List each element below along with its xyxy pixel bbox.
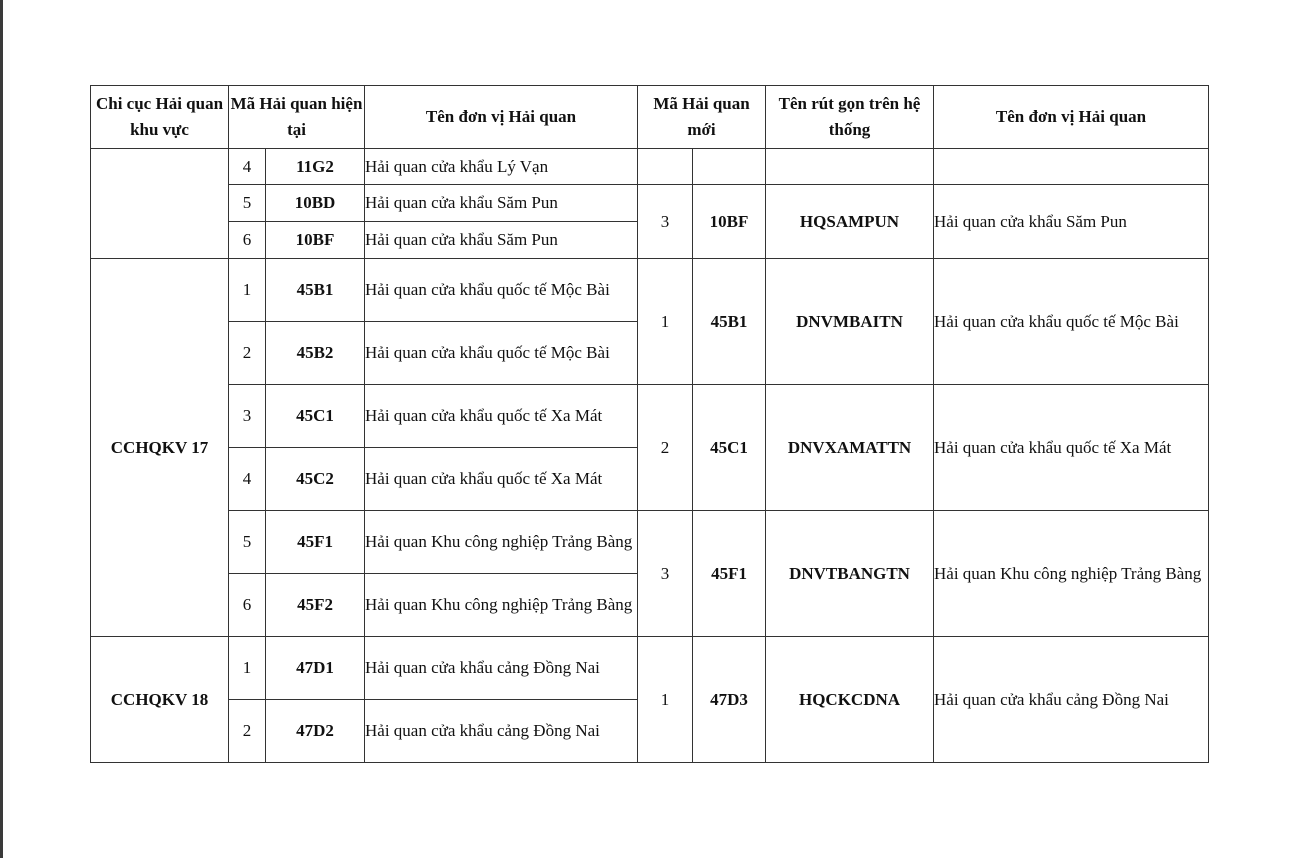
table-row <box>91 511 1209 574</box>
header-current-code: Mã Hải quan hiện tại <box>229 86 365 149</box>
branch-cell-empty <box>91 149 229 259</box>
empty-cell <box>934 149 1209 185</box>
unit-name: Hải quan cửa khẩu quốc tế Xa Mát <box>365 385 638 448</box>
current-code: 11G2 <box>266 149 365 185</box>
new-unit-name: Hải quan cửa khẩu quốc tế Mộc Bài <box>934 259 1209 385</box>
new-unit-name: Hải quan cửa khẩu cảng Đồng Nai <box>934 637 1209 763</box>
new-code: 10BF <box>693 185 766 259</box>
current-code: 10BD <box>266 185 365 222</box>
new-number: 1 <box>638 259 693 385</box>
header-branch: Chi cục Hải quan khu vực <box>91 86 229 149</box>
current-code: 47D1 <box>266 637 365 700</box>
row-number: 4 <box>229 448 266 511</box>
new-code: 45C1 <box>693 385 766 511</box>
customs-unit-table <box>90 85 1209 763</box>
unit-name: Hải quan Khu công nghiệp Trảng Bàng <box>365 574 638 637</box>
current-code: 45B1 <box>266 259 365 322</box>
row-number: 3 <box>229 385 266 448</box>
unit-name: Hải quan cửa khẩu Săm Pun <box>365 222 638 259</box>
table-row <box>91 637 1209 700</box>
short-name: HQSAMPUN <box>766 185 934 259</box>
unit-name: Hải quan cửa khẩu quốc tế Xa Mát <box>365 448 638 511</box>
row-number: 6 <box>229 222 266 259</box>
row-number: 5 <box>229 511 266 574</box>
current-code: 45C2 <box>266 448 365 511</box>
current-code: 45F1 <box>266 511 365 574</box>
new-code: 45F1 <box>693 511 766 637</box>
empty-cell <box>766 149 934 185</box>
page-left-border <box>0 0 3 858</box>
current-code: 47D2 <box>266 700 365 763</box>
new-number: 3 <box>638 511 693 637</box>
row-number: 2 <box>229 700 266 763</box>
new-number: 1 <box>638 637 693 763</box>
row-number: 6 <box>229 574 266 637</box>
unit-name: Hải quan cửa khẩu cảng Đồng Nai <box>365 637 638 700</box>
branch-name: CCHQKV 17 <box>91 259 229 637</box>
header-new-unit-name: Tên đơn vị Hải quan <box>934 86 1209 149</box>
unit-name: Hải quan cửa khẩu quốc tế Mộc Bài <box>365 259 638 322</box>
unit-name: Hải quan cửa khẩu Săm Pun <box>365 185 638 222</box>
row-number: 1 <box>229 637 266 700</box>
short-name: HQCKCDNA <box>766 637 934 763</box>
row-number: 4 <box>229 149 266 185</box>
empty-cell <box>693 149 766 185</box>
new-code: 47D3 <box>693 637 766 763</box>
new-number: 3 <box>638 185 693 259</box>
short-name: DNVXAMATTN <box>766 385 934 511</box>
short-name: DNVMBAITN <box>766 259 934 385</box>
current-code: 10BF <box>266 222 365 259</box>
branch-name: CCHQKV 18 <box>91 637 229 763</box>
table-row <box>91 385 1209 448</box>
header-new-code: Mã Hải quan mới <box>638 86 766 149</box>
row-number: 1 <box>229 259 266 322</box>
table-row <box>91 149 1209 185</box>
new-unit-name: Hải quan cửa khẩu Săm Pun <box>934 185 1209 259</box>
new-unit-name: Hải quan Khu công nghiệp Trảng Bàng <box>934 511 1209 637</box>
unit-name: Hải quan cửa khẩu cảng Đồng Nai <box>365 700 638 763</box>
row-number: 5 <box>229 185 266 222</box>
unit-name: Hải quan cửa khẩu quốc tế Mộc Bài <box>365 322 638 385</box>
row-number: 2 <box>229 322 266 385</box>
current-code: 45F2 <box>266 574 365 637</box>
short-name: DNVTBANGTN <box>766 511 934 637</box>
current-code: 45C1 <box>266 385 365 448</box>
table-row <box>91 259 1209 322</box>
empty-cell <box>638 149 693 185</box>
new-unit-name: Hải quan cửa khẩu quốc tế Xa Mát <box>934 385 1209 511</box>
new-number: 2 <box>638 385 693 511</box>
current-code: 45B2 <box>266 322 365 385</box>
unit-name: Hải quan cửa khẩu Lý Vạn <box>365 149 638 185</box>
new-code: 45B1 <box>693 259 766 385</box>
unit-name: Hải quan Khu công nghiệp Trảng Bàng <box>365 511 638 574</box>
table-row <box>91 185 1209 222</box>
header-short-name: Tên rút gọn trên hệ thống <box>766 86 934 149</box>
header-unit-name: Tên đơn vị Hải quan <box>365 86 638 149</box>
header-row <box>91 86 1209 149</box>
